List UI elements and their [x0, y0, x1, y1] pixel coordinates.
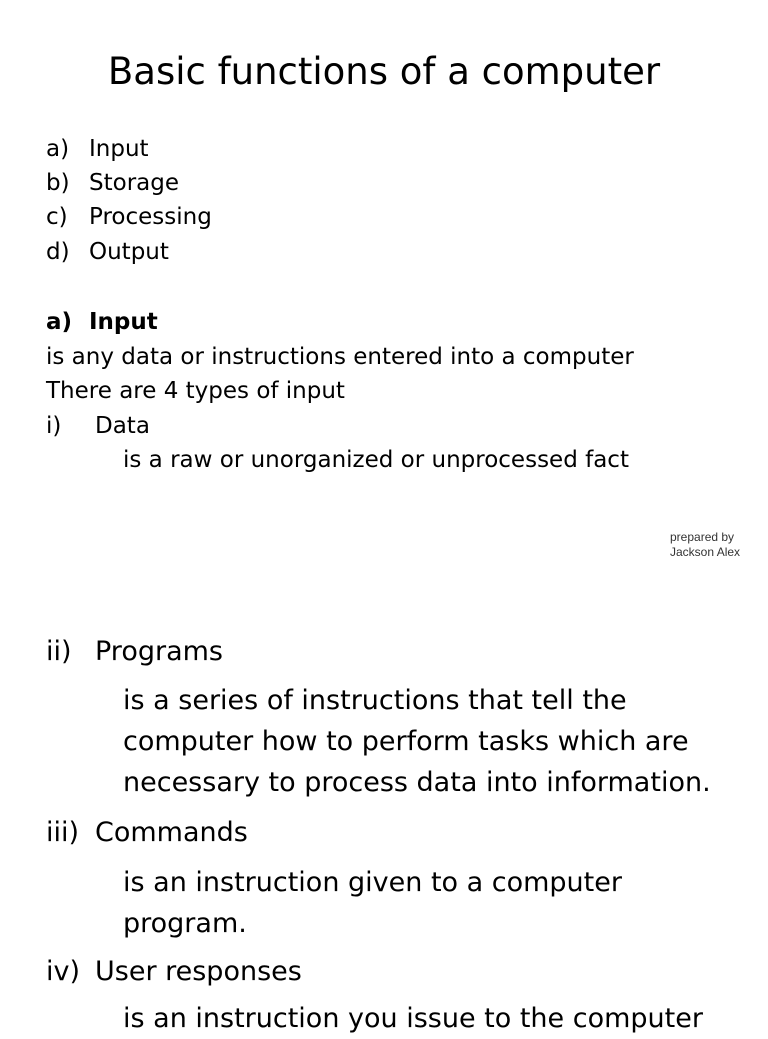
description-line: necessary to process data into information.	[123, 767, 711, 798]
credit-line: prepared by	[670, 530, 735, 544]
list-marker: b)	[46, 170, 70, 196]
input-types-intro: There are 4 types of input	[46, 378, 345, 404]
section-heading-input	[46, 305, 158, 339]
slide-title: Basic functions of a computer	[107, 50, 661, 93]
list-marker: i)	[46, 413, 62, 439]
author-credit	[670, 530, 740, 560]
description-line: is an instruction given to a computer	[123, 867, 622, 898]
slide-2	[0, 580, 768, 1034]
function-item-input	[46, 132, 149, 166]
function-label: Output	[89, 239, 169, 265]
list-marker: d)	[46, 239, 70, 265]
list-marker: ii)	[46, 636, 72, 667]
input-type-label: Data	[95, 413, 150, 439]
description-line: is a series of instructions that tell the	[123, 685, 627, 716]
input-type-programs	[46, 632, 223, 672]
input-type-user-responses	[46, 952, 302, 992]
input-type-label: User responses	[95, 956, 302, 987]
function-label: Input	[89, 136, 149, 162]
input-type-label: Programs	[95, 636, 223, 667]
input-type-data	[46, 409, 150, 443]
function-label: Processing	[89, 204, 212, 230]
function-item-storage	[46, 166, 179, 200]
list-marker: a)	[46, 309, 73, 335]
function-item-output	[46, 235, 169, 269]
list-marker: c)	[46, 204, 68, 230]
list-marker: iii)	[46, 817, 80, 848]
description-line: program.	[123, 908, 247, 939]
credit-author: Jackson Alex	[670, 545, 741, 559]
description-line: is an instruction you issue to the computer	[123, 1003, 703, 1034]
list-marker: iv)	[46, 956, 81, 987]
input-type-data-description: is a raw or unorganized or unprocessed fact	[123, 447, 629, 473]
list-marker: a)	[46, 136, 70, 162]
description-line: computer how to perform tasks which are	[123, 726, 689, 757]
section-heading-label: Input	[89, 309, 158, 335]
input-type-label: Commands	[95, 817, 248, 848]
function-label: Storage	[89, 170, 179, 196]
input-definition: is any data or instructions entered into a computer	[46, 344, 634, 370]
function-item-processing	[46, 200, 212, 234]
input-type-commands	[46, 813, 248, 853]
